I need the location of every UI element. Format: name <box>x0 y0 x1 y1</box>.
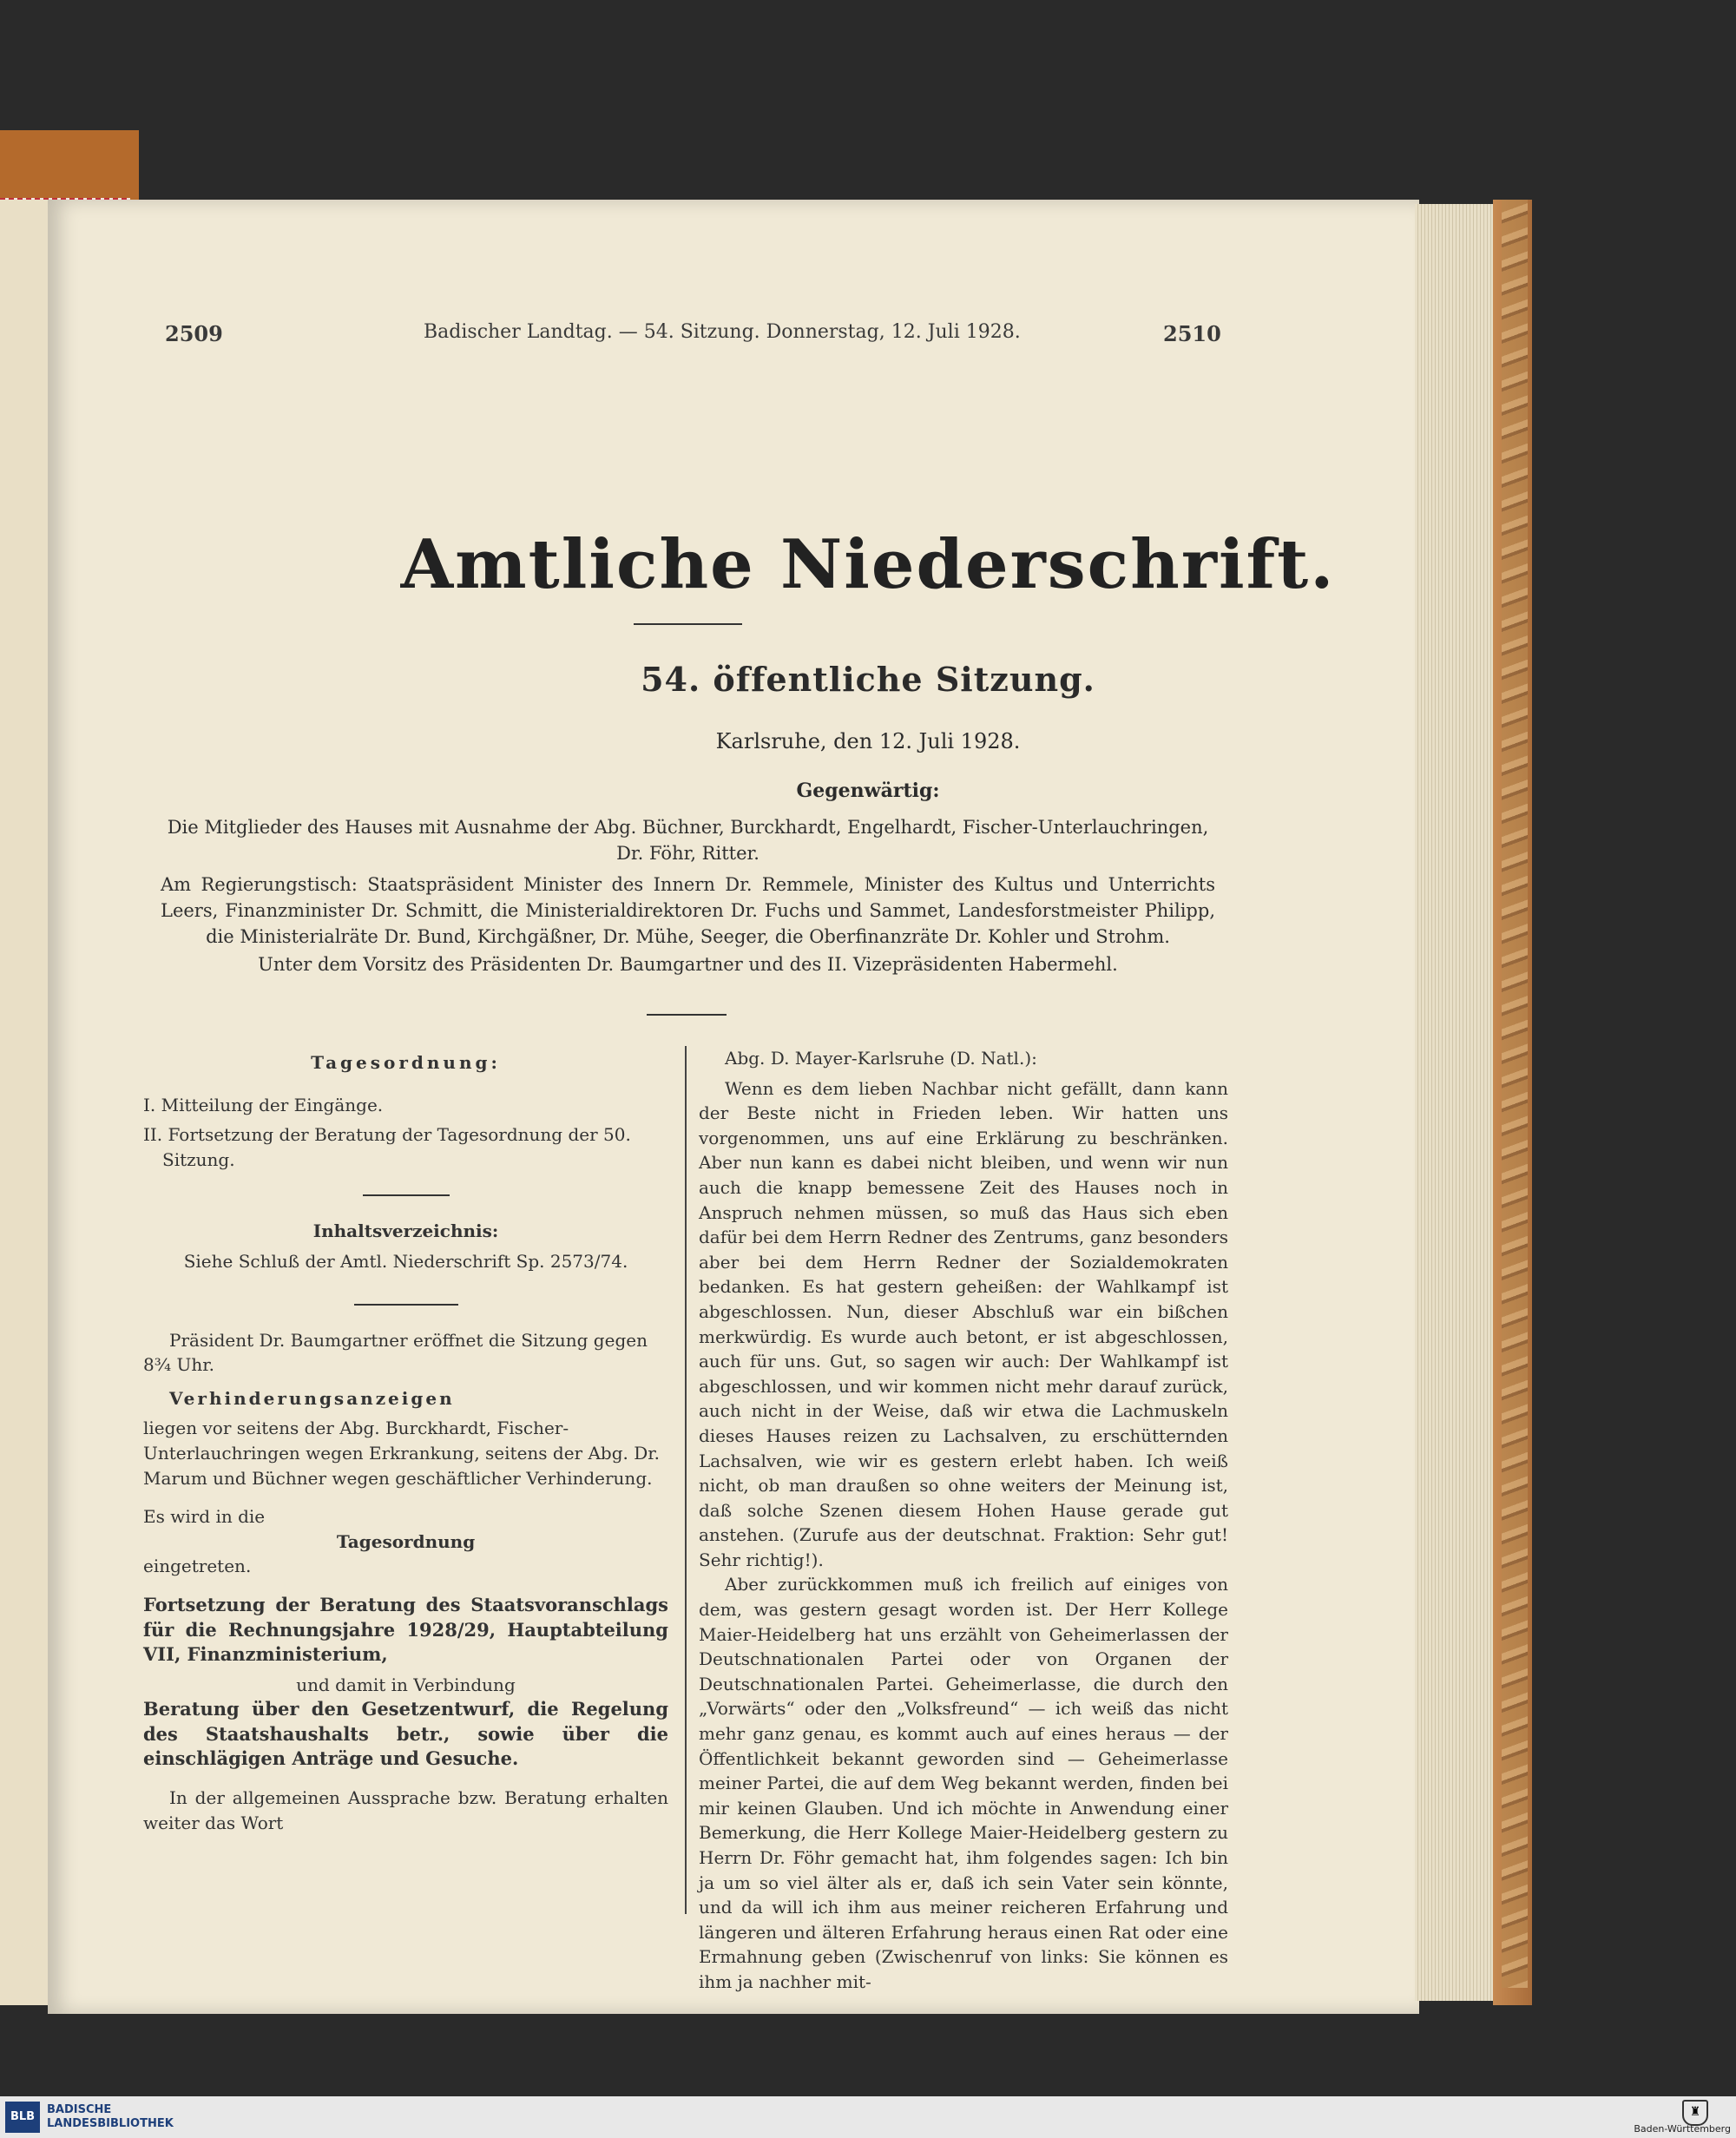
library-footer <box>0 2096 1736 2138</box>
enter-text: Es wird in die <box>143 1506 266 1528</box>
speech-paragraph-1: Wenn es dem lieben Nachbar nicht gefällt, dann kann der Beste nicht in Frieden leben. Wir hatten uns vorgenommen, uns auf eine Erklärung zu beschränken. Aber nun kann es dabei nicht bleiben, und wenn wir nun auch die knapp bemessene Zeit des Hauses noch in Anspruch nehmen müssen, so muß das Haus sich eben dafür bei dem Herrn Redner des Zentrums, ganz besonders aber bei dem Herrn Redner der Sozialdemokraten bedanken. Es hat gestern geheißen: der Wahlkampf ist abgeschlossen. Nun, dieser Abschluß war ein bißchen merkwürdig. Es wurde auch betont, er ist abgeschlossen, auch für uns. Gut, so sagen wir auch: Der Wahlkampf ist abgeschlossen, und wir kommen nicht mehr darauf zurück, auch nicht in der Weise, daß wir etwa die Lachmuskeln dieses Hauses reizen zu Lachsalven, zu erschütternden Lachsalven, wie wir es gestern erlebt haben. Ich weiß nicht, ob man draußen so ohne weiters der Meinung ist, daß solche Szenen diesem Hohen Hause gerade gut anstehen. (Zurufe aus der deutschnat. Fraktion: Sehr gut! Sehr richtig!). <box>699 1077 1228 1570</box>
connection-text: und damit in Verbindung <box>296 1674 516 1695</box>
agenda-item-1: I. Mitteilung der Eingänge. <box>143 1094 384 1115</box>
speech-paragraph-2: Aber zurückkommen muß ich freilich auf einiges von dem, was gestern gesagt worden ist. Der Herr Kollege Maier-Heidelberg hat uns erzählt von Geheimerlassen der Deutschnationalen Partei oder von Organen der Deutschnationalen Partei. Geheimerlasse, die durch den „Vorwärts“ oder den „Volksfreund“ — ich weiß das nicht mehr ganz genau, es kommt auch auf eines heraus — der Öffentlichkeit bekannt geworden sind — Geheimerlasse meiner Partei, die auf dem Weg bekannt werden, finden bei mir keinen Glauben. Und ich möchte in Anwendung einer Bemerkung, die Herr Kollege Maier-Heidelberg gestern zu Herrn Dr. Föhr gemacht hat, ihm folgendes sagen: Ich bin ja um so viel älter als er, daß ich sein Vater sein könnte, und da will ich ihm aus meiner reicheren Erfahrung und längeren und älteren Erfahrung heraus einen Rat oder eine Ermahnung geben (Zwischenruf von links: Sie können es ihm ja nachher mit- <box>699 1574 1228 1992</box>
excuses-text: liegen vor seitens der Abg. Burckhardt, Fischer-Unterlauchringen wegen Erkrankung, seitens der Abg. Dr. Marum und Büchner wegen geschäftlicher Verhinderung. <box>143 1418 660 1489</box>
marbled-cover <box>1502 200 1528 1988</box>
enter-heading: Tagesordnung <box>336 1530 476 1552</box>
debate-text: In der allgemeinen Aussprache bzw. Beratung erhalten weiter das Wort <box>143 1787 668 1833</box>
chair-line: Unter dem Vorsitz des Präsidenten Dr. Baumgartner und des II. Vizepräsidenten Habermehl. <box>258 954 1118 975</box>
left-page-edge <box>0 200 52 2005</box>
state-name: Baden-Württemberg <box>1634 2123 1731 2135</box>
state-crest-icon: ♜ <box>1682 2100 1708 2126</box>
contents-rule <box>354 1304 458 1306</box>
session-heading: 54. öffentliche Sitzung. <box>641 660 1095 699</box>
government-line: Am Regierungstisch: Staatspräsident Minister des Innern Dr. Remmele, Minister des Kultus und Unterrichts Leers, Finanzminister Dr. Schmitt, die Ministerialdirektoren Dr. Fuchs und Sammet, Landesforstmeister Philipp, die Ministerialräte Dr. Bund, Kirchgäßner, Dr. Mühe, Seeger, die Oberfinanzräte Dr. Kohler und Strohm. <box>161 874 1215 947</box>
page-number-left: 2509 <box>165 321 223 346</box>
opening-text: Präsident Dr. Baumgartner eröffnet die Sitzung gegen 8¾ Uhr. <box>143 1329 648 1376</box>
section-rule <box>647 1014 727 1016</box>
present-heading: Gegenwärtig: <box>796 780 940 802</box>
running-title: Badischer Landtag. — 54. Sitzung. Donnerstag, 12. Juli 1928. <box>424 321 1021 343</box>
speaker-line: Abg. D. Mayer-Karlsruhe (D. Natl.): <box>725 1048 1037 1069</box>
library-name-line-2: LANDESBIBLIOTHEK <box>47 2117 174 2130</box>
place-date: Karlsruhe, den 12. Juli 1928. <box>715 729 1021 753</box>
book-spine <box>0 130 139 200</box>
agenda-item-2: II. Fortsetzung der Beratung der Tagesordnung der 50. Sitzung. <box>143 1124 631 1170</box>
column-divider <box>685 1046 687 1914</box>
title-rule <box>634 623 742 625</box>
agenda-heading: Tagesordnung: <box>311 1052 501 1073</box>
document-title: Amtliche Niederschrift. <box>400 525 1336 604</box>
library-name <box>47 2103 174 2131</box>
contents-text: Siehe Schluß der Amtl. Niederschrift Sp. 2573/74. <box>183 1250 628 1272</box>
item-title-2: Beratung über den Gesetzentwurf, die Regelung des Staatshaushalts betr., sowie über die einschlägigen Anträge und Gesuche. <box>143 1698 668 1770</box>
item-title: Fortsetzung der Beratung des Staatsvoranschlags für die Rechnungsjahre 1928/29, Hauptabteilung VII, Finanzministerium, <box>143 1593 668 1666</box>
agenda-rule <box>363 1194 450 1196</box>
excuses-heading: Verhinderungsanzeigen <box>169 1387 455 1409</box>
page-edges <box>1415 204 1497 2001</box>
members-line: Die Mitglieder des Hauses mit Ausnahme der Abg. Büchner, Burckhardt, Engelhardt, Fischer-Unterlauchringen, Dr. Föhr, Ritter. <box>167 817 1209 864</box>
left-column <box>143 1050 668 1835</box>
contents-heading: Inhaltsverzeichnis: <box>312 1220 499 1242</box>
library-name-line-1: BADISCHE <box>47 2103 112 2116</box>
enter-text-2: eingetreten. <box>143 1556 252 1577</box>
right-column <box>699 1046 1228 1995</box>
page-number-right: 2510 <box>1163 321 1221 346</box>
blb-logo: BLB <box>5 2102 40 2133</box>
